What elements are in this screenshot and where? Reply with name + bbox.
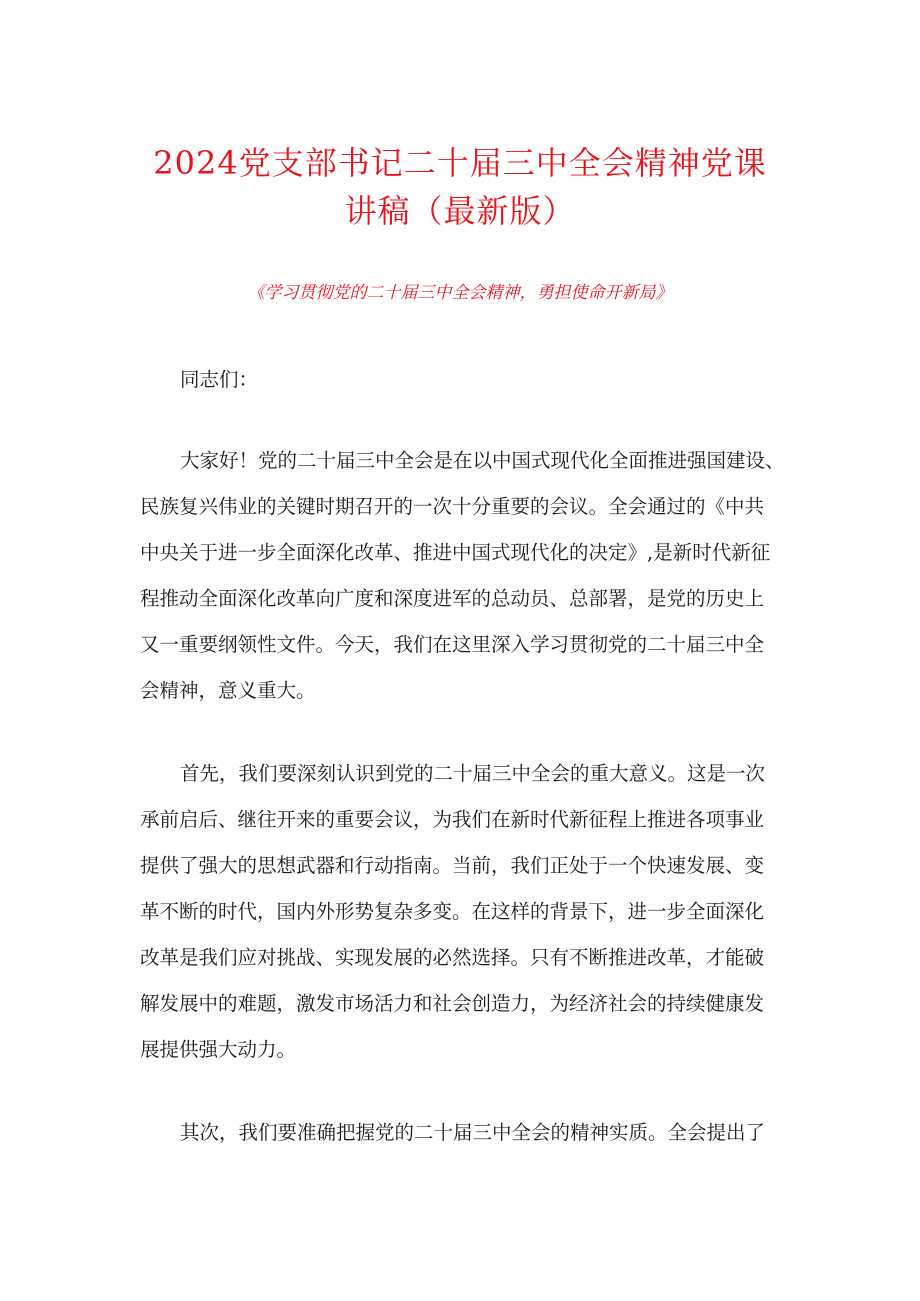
document-title-line-2: 讲稿（最新版） [344,192,576,230]
paragraph-line: 又一重要纲领性文件。今天，我们在这里深入学习贯彻党的二十届三中全 [140,633,765,656]
paragraph-line: 提供了强大的思想武器和行动指南。当前，我们正处于一个快速发展、变 [140,854,765,877]
paragraph-line: 民族复兴伟业的关键时期召开的一次十分重要的会议。全会通过的《中共 [140,495,765,518]
paragraph-line: 展提供强大动力。 [140,1038,297,1061]
paragraph-line: 程推动全面深化改革向广度和深度进军的总动员、总部署，是党的历史上 [140,587,765,610]
paragraph-line: 改革是我们应对挑战、实现发展的必然选择。只有不断推进改革，才能破 [140,946,765,969]
salutation: 同志们： [180,368,259,391]
paragraph-line: 解发展中的难题，激发市场活力和社会创造力，为经济社会的持续健康发 [140,992,765,1015]
paragraph-line: 其次，我们要准确把握党的二十届三中全会的精神实质。全会提出了 [180,1121,766,1144]
paragraph-line: 革不断的时代，国内外形势复杂多变。在这样的背景下，进一步全面深化 [140,900,765,923]
paragraph-line: 会精神，意义重大。 [140,679,316,702]
paragraph-line: 大家好！党的二十届三中全会是在以中国式现代化全面推进强国建设、 [180,449,785,472]
paragraph-line: 首先，我们要深刻认识到党的二十届三中全会的重大意义。这是一次 [180,762,766,785]
paragraph-line: 中央关于进一步全面深化改革、推进中国式现代化的决定》,是新时代新征 [140,541,771,564]
paragraph-line: 承前启后、继往开来的重要会议，为我们在新时代新征程上推进各项事业 [140,808,765,831]
document-title-line-1: 2024党支部书记二十届三中全会精神党课 [153,144,767,182]
document-subtitle: 《学习贯彻党的二十届三中全会精神，勇担使命开新局》 [247,283,673,303]
